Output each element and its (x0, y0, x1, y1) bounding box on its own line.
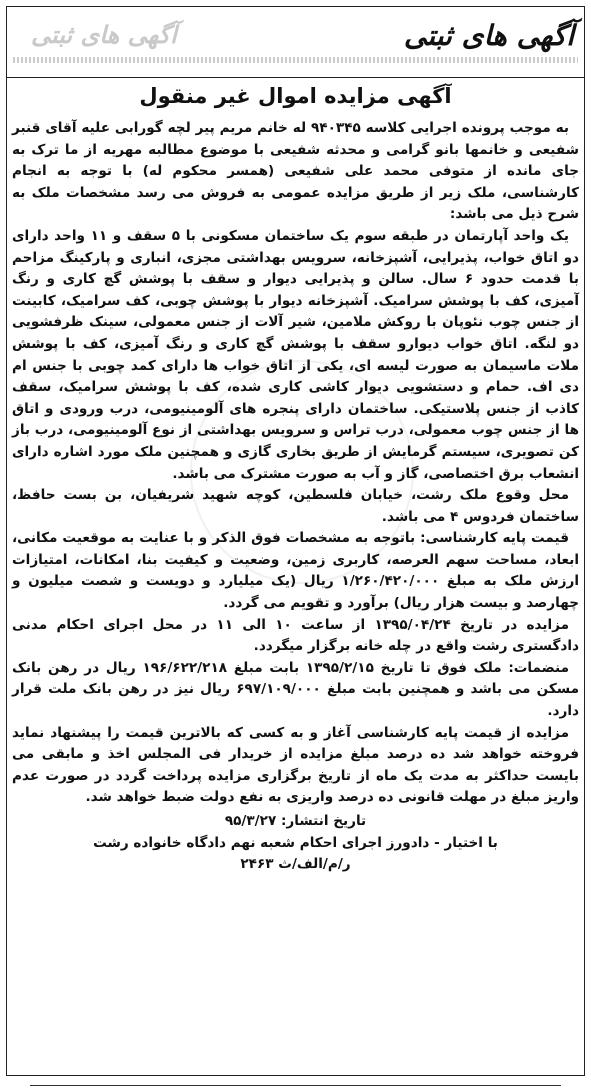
paragraph-base-price: قیمت پایه کارشناسی: باتوجه به مشخصات فوق الذکر و با عنایت به موقعیت مکانی، ابعاد، مساحت سهم العرصه، کاربری زمین، وضعیت و کیفیت بنا، امکانات، امتیازات ارزش ملک به مبلغ ۱/۲۶۰/۴۲۰/۰۰۰ ریال (یک میلیارد و دویست و شصت میلیون و چهارصد و بیست هزار ریال) برآورد و تقویم می گردد. (12, 530, 579, 612)
publish-date: تاریخ انتشار: ۹۵/۳/۲۷ (224, 813, 367, 829)
reference-number: ر/م/الف/ث ۲۴۶۳ (240, 856, 351, 873)
notice-body (12, 118, 579, 876)
header-decoration (13, 57, 578, 63)
section-header (6, 6, 585, 78)
paragraph-auction-date: مزایده در تاریخ ۱۳۹۵/۰۴/۲۴ از ساعت ۱۰ الی ۱۱ در محل اجرای احکام مدنی دادگستری رشت واقع در چله خانه برگزار میگردد. (12, 616, 579, 655)
issuer: با اختیار - دادورز اجرای احکام شعبه نهم دادگاه خانواده رشت (93, 834, 498, 851)
section-title-shadow: آگهی های ثبتی (31, 21, 177, 49)
paragraph-property-description: یک واحد آپارتمان در طبقه سوم یک ساختمان مسکونی با ۵ سقف و ۱۱ واحد دارای دو اتاق خواب، پذیرایی، آشپزخانه، سرویس بهداشتی مجزی، انباری و پارکینگ مزاحم با قدمت حدود ۶ سال. سالن و پذیرایی دیوار و سقف با پوشش گچ کاری و رنگ آمیزی، کف با پوشش سرامیک. آشپزخانه دیوار با پوشش چوبی، کف سرامیک، کابینت از جنس چوب نئوپان با روکش ملامین، شیر آلات از جنس معمولی، سینک ظرفشویی دو لنگه. اتاق خواب دیوارو سقف با پوشش گچ کاری و رنگ آمیزی، کف با پوشش ملات ماسیمان به صورت لیسه ای، یکی از اتاق خواب ها دارای کمد چوبی با جنس ام دی اف. حمام و دستشویی دیوار کاشی کاری شده، کف با پوشش سرامیک، سقف کاذب از جنس پلاستیکی. ساختمان دارای پنجره های آلومینیومی، درب ورودی و اتاق ها از جنس چوب معمولی، درب تراس و سرویس بهداشتی از نوع آلومینیومی، درب باز کن تصویری، سیستم گرمایش از طریق بخاری گازی و همچنین ملک مورد اشاره دارای انشعاب برق اختصاصی، گاز و آب به صورت مشترک می باشد. (12, 227, 580, 482)
section-title: آگهی های ثبتی (403, 19, 574, 52)
paragraph-location: محل وقوع ملک رشت، خیابان فلسطین، کوچه شهید شریفیان، بن بست حافظ، ساختمان فردوس ۴ می باشد. (12, 487, 579, 525)
paragraph-terms: مزایده از قیمت پایه کارشناسی آغاز و به کسی که بالاترین قیمت را پیشنهاد نماید فروخته خواهد شد ده درصد مبلغ مزایده از خریدار فی المجلس اخذ و مابقی می بایست حداکثر به مدت یک ماه از تاریخ برگزاری مزایده پرداخت گردد در صورت عدم واریز مبلغ در مهلت قانونی ده درصد واریزی به نفع دولت ضبط خواهد شد. (12, 724, 579, 806)
paragraph-case: به موجب پرونده اجرایی کلاسه ۹۴۰۳۴۵ له خانم مریم پیر لچه گورابی علیه آقای قنبر شفیعی و خانمها بانو گرامی و محدثه شفیعی با موضوع مطالبه مهریه از ما ترک به جای مانده از متوفی محمد علی شفیعی (همسر محکوم له) با توجه به انجام کارشناسی، ملک زیر از طریق مزایده عمومی به فروش می رسد مشخصات ملک به شرح ذیل می باشد: (12, 120, 579, 223)
paragraph-attachments: منضمات: ملک فوق تا تاریخ ۱۳۹۵/۲/۱۵ بابت مبلغ ۱۹۶/۶۲۲/۲۱۸ ریال در رهن بانک مسکن می باشد و همچنین بابت مبلغ ۶۹۷/۱۰۹/۰۰۰ ریال نیز در رهن بانک ملت قرار دارد. (12, 659, 579, 720)
bottom-divider (30, 1085, 561, 1086)
notice-title: آگهی مزایده اموال غیر منقول (139, 84, 452, 108)
